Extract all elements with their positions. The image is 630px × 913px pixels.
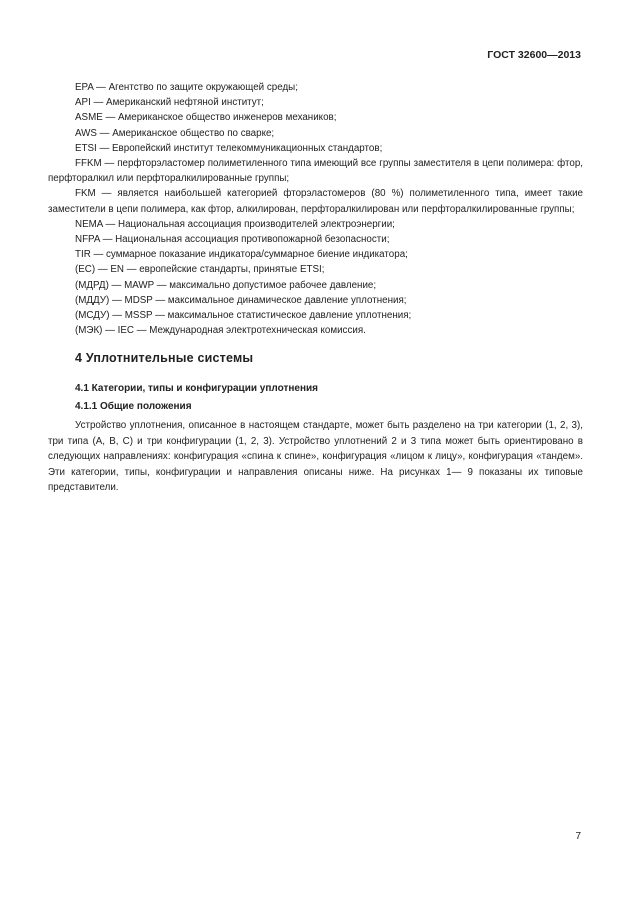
abbreviation-item: (МЭК) — IEC — Международная электротехническая комиссия. [75,325,366,337]
abbreviation-item: FFKM — перфторэластомер полиметиленного типа имеющий все группы заместителя в цепи полимера: фтор, перфторалкил или перфторалкилированные группы; [48,158,583,185]
body-paragraph: Устройство уплотнения, описанное в настоящем стандарте, может быть разделено на три категории (1, 2, 3), три типа (А, В, С) и три конфигурации (1, 2, 3). Устройство уплотнений 2 и 3 типа может быть ориентировано в следующих направлениях: конфигурация «спина к спине», конфигурация «лицом к лицу», конфигурация «тандем». Эти категории, типы, конфигурации и направления описаны ниже. На рисунках 1— 9 показаны их типовые представители. [48,420,583,494]
section-heading: 4 Уплотнительные системы [75,351,254,365]
abbreviation-item: (ЕС) — EN — европейские стандарты, принятые ETSI; [75,264,325,276]
abbreviation-item: AWS — Американское общество по сварке; [75,127,275,139]
abbreviation-list [48,80,583,338]
abbreviation-item: (МСДУ) — MSSP — максимальное статистическое давление уплотнения; [75,310,412,322]
abbreviation-item: (МДРД) — MAWP — максимально допустимое рабочее давление; [75,279,377,291]
subsubsection-heading: 4.1.1 Общие положения [75,401,192,412]
abbreviation-item: (МДДУ) — MDSP — максимальное динамическое давление уплотнения; [75,294,407,306]
abbreviation-item: EPA — Агентство по защите окружающей среды; [75,82,298,93]
page-number: 7 [575,831,581,842]
abbreviation-item: NEMA — Национальная ассоциация производителей электроэнергии; [75,218,395,230]
abbreviation-item: NFPA — Национальная ассоциация противопожарной безопасности; [75,234,390,246]
abbreviation-item: ETSI — Европейский институт телекоммуникационных стандартов; [75,142,383,154]
abbreviation-item: ASME — Американское общество инженеров механиков; [75,112,337,124]
subsection-heading: 4.1 Категории, типы и конфигурации уплотнения [75,383,318,394]
abbreviation-item: TIR — суммарное показание индикатора/суммарное биение индикатора; [75,249,408,261]
abbreviation-item: API — Американский нефтяной институт; [75,97,264,109]
document-header: ГОСТ 32600—2013 [487,49,581,61]
abbreviation-item: FKM — является наибольшей категорией фторэластомеров (80 %) полиметиленного типа, имеет такие заместители в цепи полимера, как фтор, алкилирован, перфторалкилирован или перфторалкилированные группы; [48,188,583,215]
